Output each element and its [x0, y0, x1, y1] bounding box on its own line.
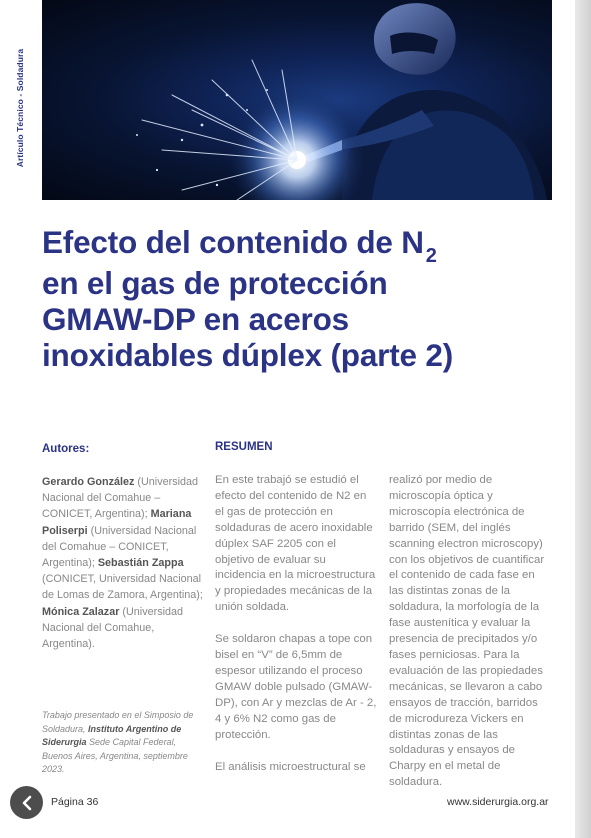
author-affiliation: (Universidad Nacional del Comahue – CONICET, Argentina); [42, 524, 197, 570]
author-name: Sebastián Zappa [97, 557, 184, 570]
title-subscript: 2 [425, 245, 437, 267]
presentation-note-text: Trabajo presentado en el Simposio de Soldadura, [42, 710, 194, 734]
author-affiliation: (CONICET, Universidad Nacional de Lomas de Zamora, Argentina); [42, 573, 203, 602]
welder-illustration [42, 0, 552, 200]
author-name: Mariana Poliserpi [42, 508, 192, 537]
author-name: Gerardo González [42, 476, 135, 488]
presentation-note [42, 709, 207, 777]
author-affiliation: (Universidad Nacional del Comahue, Argentina). [42, 605, 184, 651]
abstract-column-1 [215, 473, 377, 791]
title-line-1: Efecto del contenido de N [42, 224, 424, 260]
chevron-left-icon [19, 795, 35, 811]
section-label-text: Artículo Técnico - Soldadura [15, 48, 25, 168]
presentation-note-location: Sede Capital Federal, Buenos Aires, Argentina, septiembre 2023. [42, 737, 188, 774]
authors-heading: Autores: [42, 443, 90, 455]
page-edge [575, 0, 591, 838]
authors-list [42, 474, 205, 652]
hero-welding-image [42, 0, 552, 200]
title-line-2: en el gas de protección [42, 265, 388, 301]
resumen-heading: RESUMEN [215, 441, 273, 453]
title-line-4: inoxidables dúplex (parte 2) [42, 337, 453, 373]
back-button[interactable] [10, 786, 43, 819]
author-affiliation: (Universidad Nacional del Comahue – CONICET, Argentina); [42, 476, 199, 521]
presentation-note-org: Instituto Argentino de Siderurgia [42, 723, 182, 747]
article-title [42, 224, 542, 373]
section-label [11, 42, 29, 174]
abstract-column-2 [389, 473, 551, 807]
page-number: Página 36 [51, 796, 99, 808]
title-line-3: GMAW-DP en aceros [42, 301, 349, 337]
website-link[interactable]: www.siderurgia.org.ar [447, 796, 549, 808]
abstract-paragraph: Se soldaron chapas a tope con bisel en “V” de 6,5mm de espesor utilizando el proceso GMAW doble pulsado (GMAW-DP), con Ar y mezclas de Ar - 2, 4 y 6% N2 como gas de protección. [215, 633, 377, 741]
abstract-paragraph: El análisis microestructural se [215, 760, 366, 773]
abstract-paragraph: En este trabajó se estudió el efecto del contenido de N2 en el gas de protección en soldaduras de acero inoxidable dúplex SAF 2205 con el objetivo de evaluar su incidencia en la microestructura y propiedades mecánicas de la unión soldada. [215, 474, 376, 614]
author-name: Mónica Zalazar [42, 605, 120, 618]
abstract-paragraph: realizó por medio de microscopía óptica y microscopía electrónica de barrido (SEM, del inglés scanning electron microscopy) con los objetivos de cuantificar el contenido de cada fase en las distintas zonas de la soldadura, la morfología de la fase austenítica y evaluar la presencia de precipitados y/o fases perniciosas. Para la evaluación de las propiedades mecánicas, se llevaron a cabo ensayos de tracción, barridos de microdureza Vickers en distintas zonas de las soldaduras y ensayos de Charpy en el metal de soldadura. [389, 474, 545, 789]
